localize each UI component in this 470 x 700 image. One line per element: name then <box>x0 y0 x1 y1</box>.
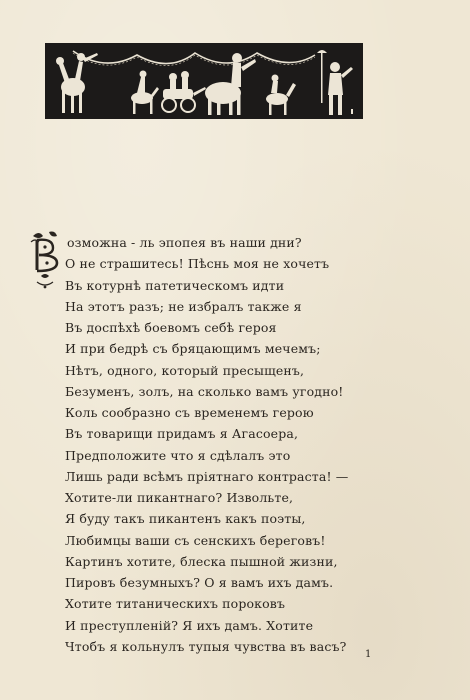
poem-first-line: озможна - ль эпопея въ наши дни? <box>67 235 302 250</box>
poem-line: Лишь ради всѣмъ пріятнаго контраста! — <box>65 469 349 484</box>
poem-line: Хотите титаническихъ пороковъ <box>65 596 286 611</box>
poem-line: Коль сообразно съ временемъ герою <box>65 405 314 420</box>
poem-line: Любимцы ваши съ сенскихъ береговъ! <box>65 533 326 548</box>
poem-line: Въ котурнѣ патетическомъ идти <box>65 278 285 293</box>
poem-line: Въ товарищи придамъ я Агасоера, <box>65 426 299 441</box>
poem-line: Предположите что я сдѣлалъ это <box>65 448 291 463</box>
poem-line: Безуменъ, золъ, на сколько вамъ угодно! <box>65 384 344 399</box>
poem-line: Хотите-ли пикантнаго? Извольте, <box>65 490 294 505</box>
poem-line: И при бедрѣ съ бряцающимъ мечемъ; <box>65 341 321 356</box>
page-number: 1 <box>365 649 372 660</box>
poem-line: О не страшитесь! Пѣснь моя не хочетъ <box>65 256 330 271</box>
poem-line: Чтобъ я кольнулъ тупыя чувства въ васъ? <box>65 639 347 654</box>
poem-line: Пировъ безумныхъ? О я вамъ ихъ дамъ. <box>65 575 334 590</box>
poem-line: И преступленій? Я ихъ дамъ. Хотите <box>65 618 314 633</box>
poem-line: На этотъ разъ; не избралъ также я <box>65 299 302 314</box>
poem-line: Картинъ хотите, блеска пышной жизни, <box>65 554 338 569</box>
poem-line: Я буду такъ пикантенъ какъ поэты, <box>65 511 306 526</box>
poem-line: Въ доспѣхѣ боевомъ себѣ героя <box>65 320 277 335</box>
poem-line: Нѣтъ, одного, который пресыщенъ, <box>65 363 305 378</box>
